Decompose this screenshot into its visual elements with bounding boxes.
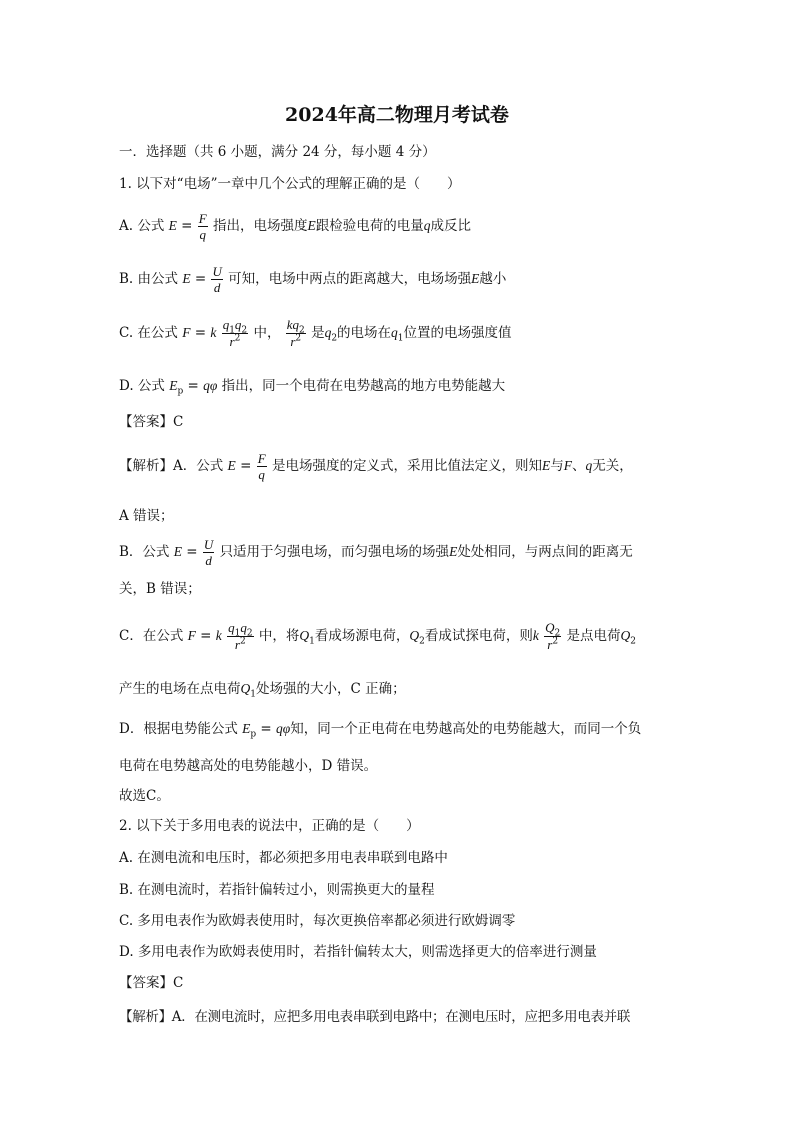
question-1-stem: 1. 以下对“电场”一章中几个公式的理解正确的是（ ）	[119, 176, 461, 192]
question-2-answer: 【答案】C	[119, 975, 184, 991]
fraction-q1q2-over-r2: $\frac{q_1q_2}{r^2}$	[222, 317, 248, 349]
question-1-answer: 【答案】C	[119, 414, 184, 430]
question-1-option-a: A. 公式 E = $\frac{F}{q}$ 指出，电场强度E跟检验电荷的电量q成反比	[119, 211, 472, 242]
question-1-explanation-d-cont: 电荷在电势越高处的电势能越小，D 错误。	[119, 758, 378, 774]
question-1-option-d: D. 公式 $E_p = q\varphi$ 指出，同一个电荷在电势越高的地方电势能越大	[119, 378, 506, 397]
question-1-explanation-a-cont: A 错误；	[119, 508, 174, 524]
fraction-u-over-d: $\frac{U}{d}$	[212, 264, 222, 295]
question-2-stem: 2. 以下关于多用电表的说法中，正确的是（ ）	[119, 818, 420, 834]
question-1-option-c: C. 在公式 F = k $\frac{q_1q_2}{r^2}$ 中， $\frac{kq_2}{r^2}$ 是$q_2$的电场在$q_1$位置的电场强度值	[119, 317, 512, 349]
question-1-explanation-c-cont: 产生的电场在点电荷$Q_1$处场强的大小，C 正确；	[119, 681, 406, 700]
fraction-f-over-q: $\frac{F}{q}$	[198, 211, 207, 242]
question-2-option-c: C. 多用电表作为欧姆表使用时，每次更换倍率都必须进行欧姆调零	[119, 913, 516, 929]
question-2-option-a: A. 在测电流和电压时，都必须把多用电表串联到电路中	[119, 850, 448, 866]
question-1-explanation-b: B．公式 E = $\frac{U}{d}$ 只适用于匀强电场，而匀强电场的场强E处处相同，与两点间的距离无	[119, 537, 633, 568]
question-1-conclusion: 故选C。	[119, 788, 170, 804]
question-1-explanation-a: 【解析】A．公式 E = $\frac{F}{q}$ 是电场强度的定义式，采用比值法定义，则知E与F、q无关，	[119, 451, 633, 482]
question-2-option-d: D. 多用电表作为欧姆表使用时，若指针偏转太大，则需选择更大的倍率进行测量	[119, 944, 597, 960]
section-heading: 一．选择题（共 6 小题，满分 24 分，每小题 4 分）	[119, 144, 436, 160]
question-1-explanation-b-cont: 关，B 错误；	[119, 581, 201, 597]
question-1-explanation-d: D．根据电势能公式 $E_p = q\varphi$知，同一个正电荷在电势越高处的电势能越大，而同一个负	[119, 721, 642, 740]
question-1-explanation-c: C．在公式 F = k $\frac{q_1q_2}{r^2}$ 中，将$Q_1$看成场源电荷，$Q_2$看成试探电荷，则k $\frac{Q_2}{r^2}$ 是点电荷$Q_2$	[119, 620, 637, 652]
question-1-option-b: B. 由公式 E = $\frac{U}{d}$ 可知，电场中两点的距离越大，电场场强E越小	[119, 264, 507, 295]
fraction-kq2-over-r2: $\frac{kq_2}{r^2}$	[286, 317, 305, 349]
question-2-option-b: B. 在测电流时，若指针偏转过小，则需换更大的量程	[119, 882, 435, 898]
question-2-explanation: 【解析】A．在测电流时，应把多用电表串联到电路中；在测电压时，应把多用电表并联	[119, 1009, 631, 1025]
page-title: 2024年高二物理月考试卷	[285, 104, 509, 126]
